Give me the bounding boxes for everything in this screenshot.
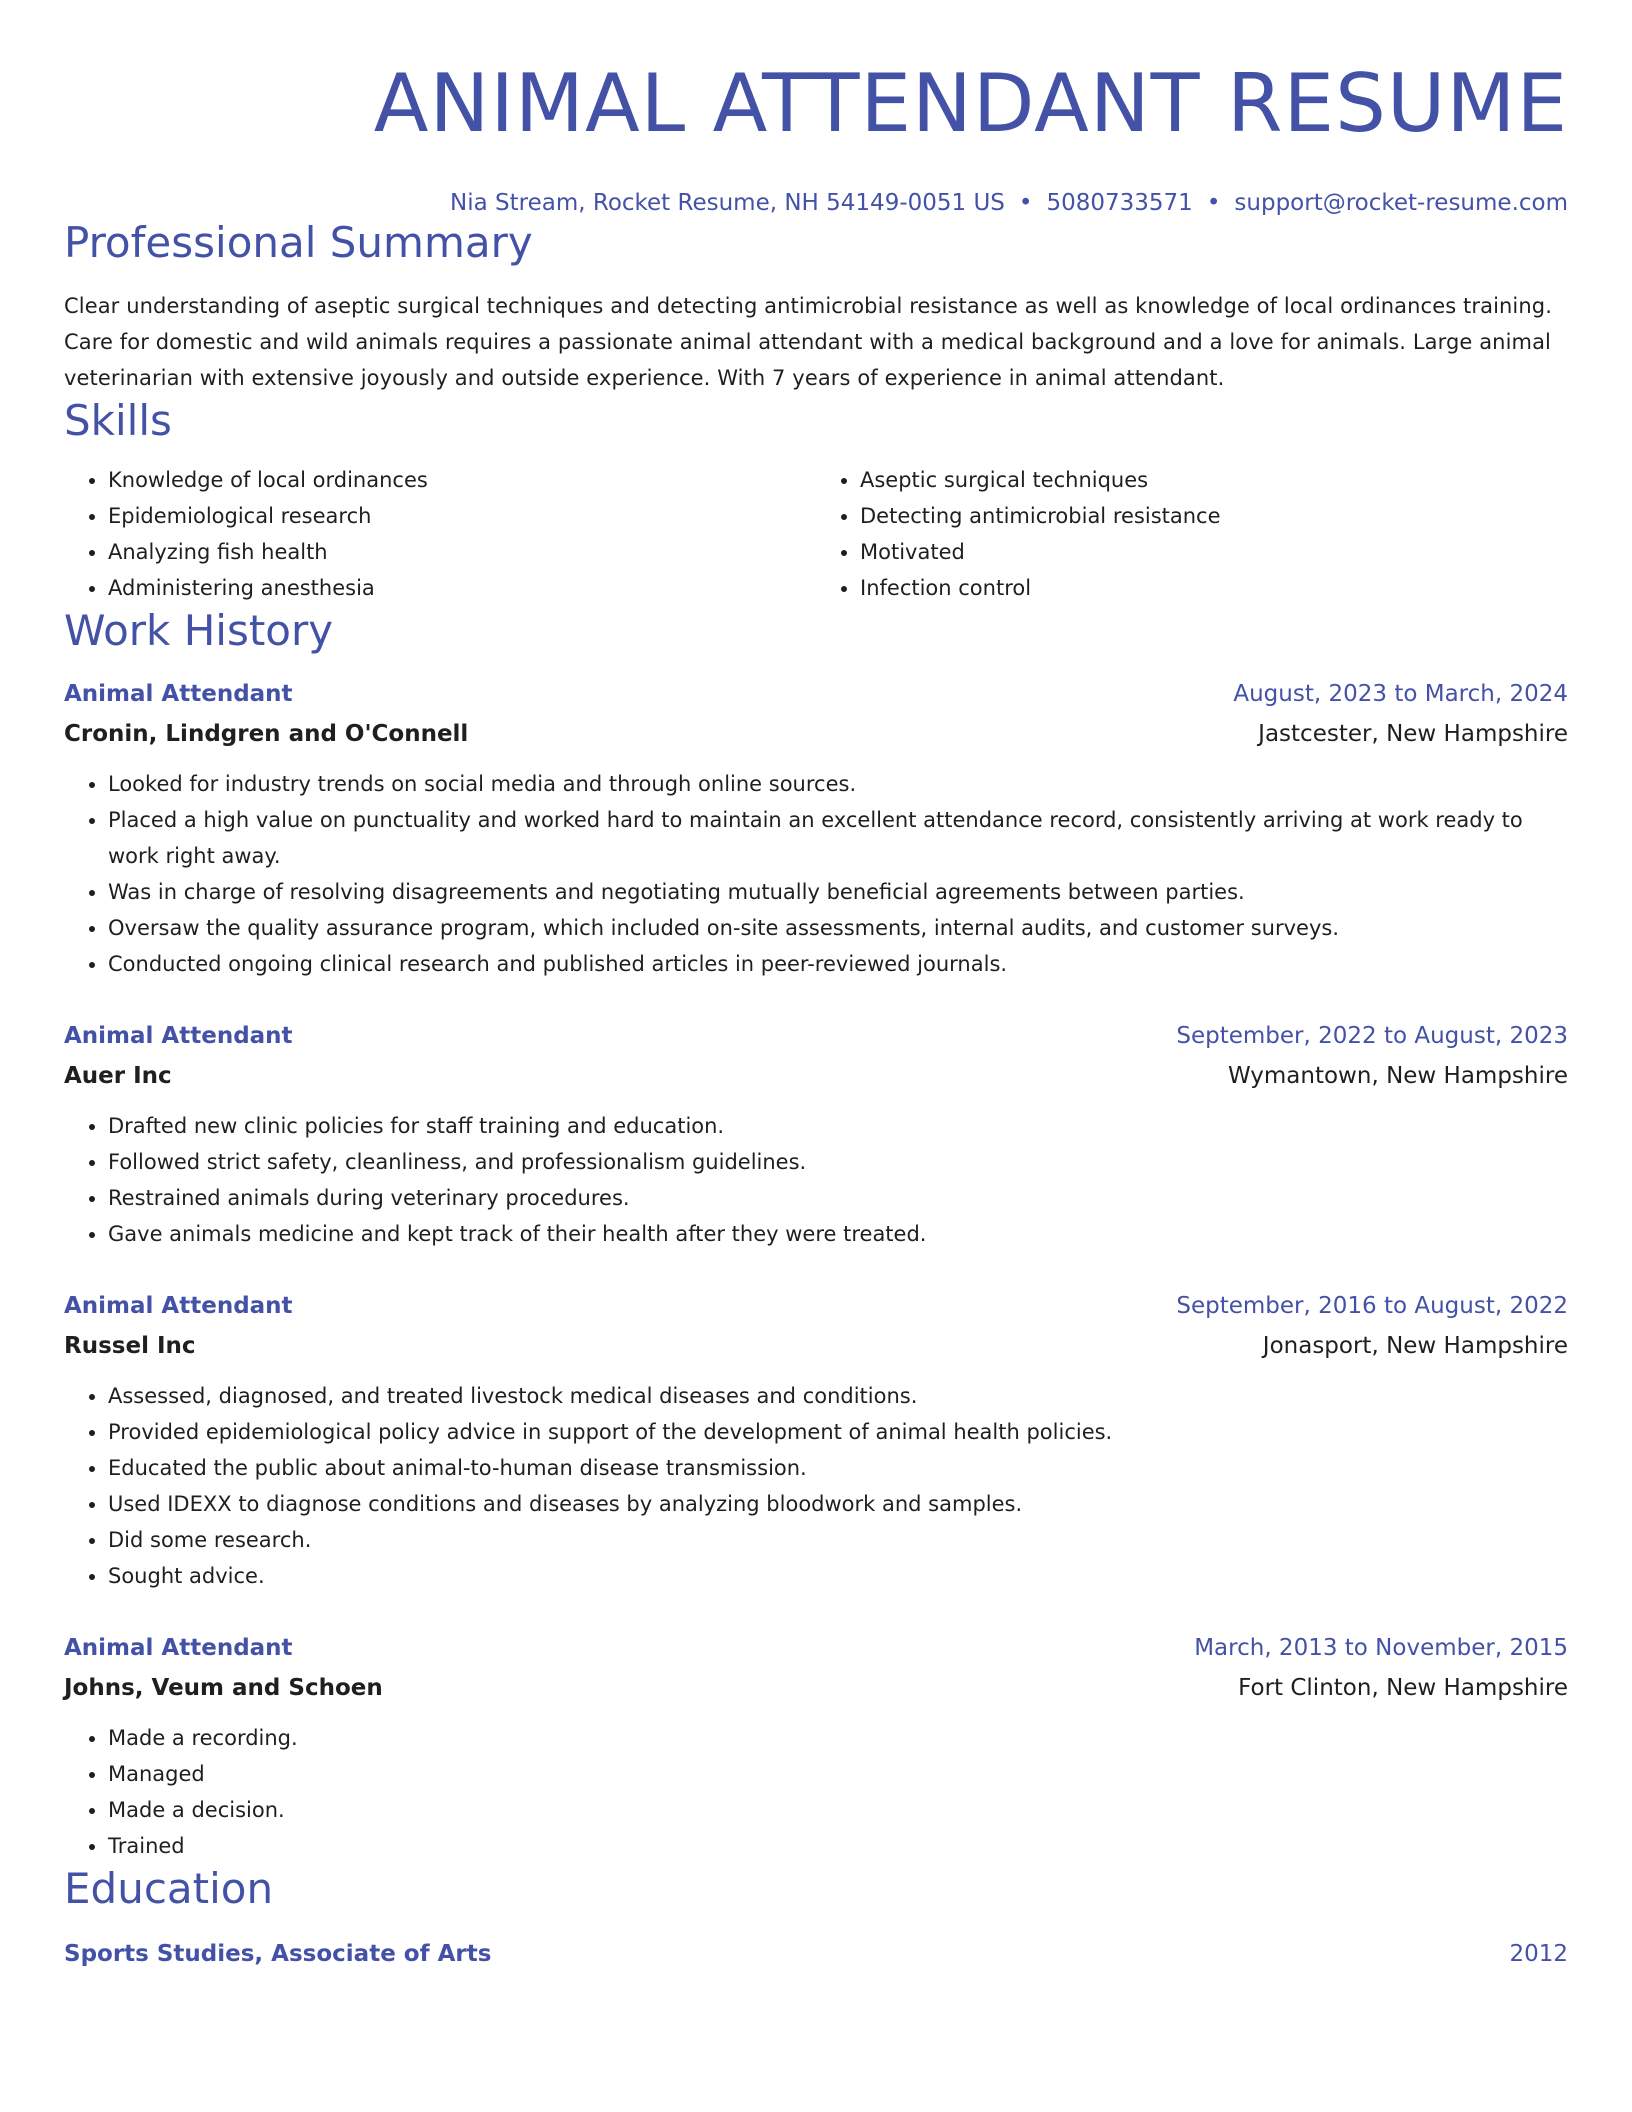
job-bullet: • Sought advice.: [108, 1558, 1568, 1594]
contact-email: support@rocket-resume.com: [1234, 190, 1568, 216]
job-bullet: • Was in charge of resolving disagreements and negotiating mutually beneficial agreements between parties.: [108, 874, 1568, 910]
contact-separator: •: [1018, 190, 1033, 216]
skill-item: • Administering anesthesia: [108, 570, 816, 606]
job-company-row: [64, 714, 1568, 754]
skill-item: • Analyzing fish health: [108, 534, 816, 570]
job-bullet: • Restrained animals during veterinary procedures.: [108, 1180, 1568, 1216]
contact-separator: •: [1206, 190, 1221, 216]
skill-item: • Infection control: [860, 570, 1568, 606]
job-bullet: • Gave animals medicine and kept track of their health after they were treated.: [108, 1216, 1568, 1252]
job-entry: [64, 674, 1568, 982]
job-bullet: • Did some research.: [108, 1522, 1568, 1558]
job-title: Animal Attendant: [64, 1023, 293, 1049]
education-row: [64, 1934, 1568, 1974]
education-degree: Sports Studies, Associate of Arts: [64, 1941, 492, 1967]
job-bullet: • Conducted ongoing clinical research and published articles in peer-reviewed journals.: [108, 946, 1568, 982]
skill-item: • Aseptic surgical techniques: [860, 462, 1568, 498]
job-bullets: [64, 1378, 1568, 1594]
job-entry: [64, 1628, 1568, 1864]
job-bullet: • Followed strict safety, cleanliness, and professionalism guidelines.: [108, 1144, 1568, 1180]
job-header-row: [64, 1016, 1568, 1056]
job-bullet: • Drafted new clinic policies for staff training and education.: [108, 1108, 1568, 1144]
job-bullet: • Educated the public about animal-to-human disease transmission.: [108, 1450, 1568, 1486]
job-bullet: • Made a decision.: [108, 1792, 1568, 1828]
job-location: Jastcester, New Hampshire: [1258, 721, 1568, 747]
summary-text: Clear understanding of aseptic surgical techniques and detecting antimicrobial resistance as well as knowledge of local ordinances training. Care for domestic and wild animals requires a passionate animal attendant with a medical background and a love for animals. Large animal veterinarian with extensive joyously and outside experience. With 7 years of experience in animal attendant.: [64, 294, 1552, 390]
job-title: Animal Attendant: [64, 1293, 293, 1319]
job-bullet: • Trained: [108, 1828, 1568, 1864]
job-entry: [64, 1016, 1568, 1252]
job-bullet: • Provided epidemiological policy advice in support of the development of animal health policies.: [108, 1414, 1568, 1450]
job-bullets: [64, 1108, 1568, 1252]
job-bullets: [64, 1720, 1568, 1864]
skill-item: • Knowledge of local ordinances: [108, 462, 816, 498]
job-header-row: [64, 1628, 1568, 1668]
job-company: Cronin, Lindgren and O'Connell: [64, 721, 469, 747]
job-company: Auer Inc: [64, 1063, 172, 1089]
education-year: 2012: [1509, 1941, 1568, 1967]
job-location: Jonasport, New Hampshire: [1262, 1333, 1568, 1359]
job-entry: [64, 1286, 1568, 1594]
job-location: Fort Clinton, New Hampshire: [1238, 1675, 1568, 1701]
job-company-row: [64, 1668, 1568, 1708]
job-bullet: • Oversaw the quality assurance program, which included on-site assessments, internal audits, and customer surveys.: [108, 910, 1568, 946]
skill-item: • Epidemiological research: [108, 498, 816, 534]
skill-item: • Detecting antimicrobial resistance: [860, 498, 1568, 534]
skills-list-left: [64, 462, 816, 606]
job-bullet: • Used IDEXX to diagnose conditions and diseases by analyzing bloodwork and samples.: [108, 1486, 1568, 1522]
skills-list-right: [816, 462, 1568, 606]
contact-phone: 5080733571: [1046, 190, 1193, 216]
job-header-row: [64, 1286, 1568, 1326]
job-bullet: • Looked for industry trends on social media and through online sources.: [108, 766, 1568, 802]
job-bullets: [64, 766, 1568, 982]
skill-item: • Motivated: [860, 534, 1568, 570]
job-company: Johns, Veum and Schoen: [64, 1675, 383, 1701]
job-bullet: • Assessed, diagnosed, and treated livestock medical diseases and conditions.: [108, 1378, 1568, 1414]
job-bullet: • Managed: [108, 1756, 1568, 1792]
summary-heading: Professional Summary: [64, 218, 533, 267]
job-dates: September, 2022 to August, 2023: [1176, 1023, 1568, 1049]
job-dates: September, 2016 to August, 2022: [1176, 1293, 1568, 1319]
job-bullet: • Made a recording.: [108, 1720, 1568, 1756]
resume-title: ANIMAL ATTENDANT RESUME: [373, 57, 1568, 150]
job-dates: August, 2023 to March, 2024: [1233, 681, 1568, 707]
job-company-row: [64, 1326, 1568, 1366]
skills-columns: [64, 462, 1568, 606]
job-title: Animal Attendant: [64, 681, 293, 707]
job-header-row: [64, 674, 1568, 714]
work-history-heading: Work History: [64, 606, 334, 655]
job-company: Russel Inc: [64, 1333, 196, 1359]
education-heading: Education: [64, 1864, 274, 1913]
job-bullet: • Placed a high value on punctuality and worked hard to maintain an excellent attendance record, consistently arriving at work ready to work right away.: [108, 802, 1568, 874]
job-company-row: [64, 1056, 1568, 1096]
job-title: Animal Attendant: [64, 1635, 293, 1661]
contact-address: Nia Stream, Rocket Resume, NH 54149-0051 US: [450, 190, 1005, 216]
skills-heading: Skills: [64, 396, 172, 445]
job-location: Wymantown, New Hampshire: [1227, 1063, 1568, 1089]
job-dates: March, 2013 to November, 2015: [1194, 1635, 1568, 1661]
contact-line: [64, 188, 1568, 218]
